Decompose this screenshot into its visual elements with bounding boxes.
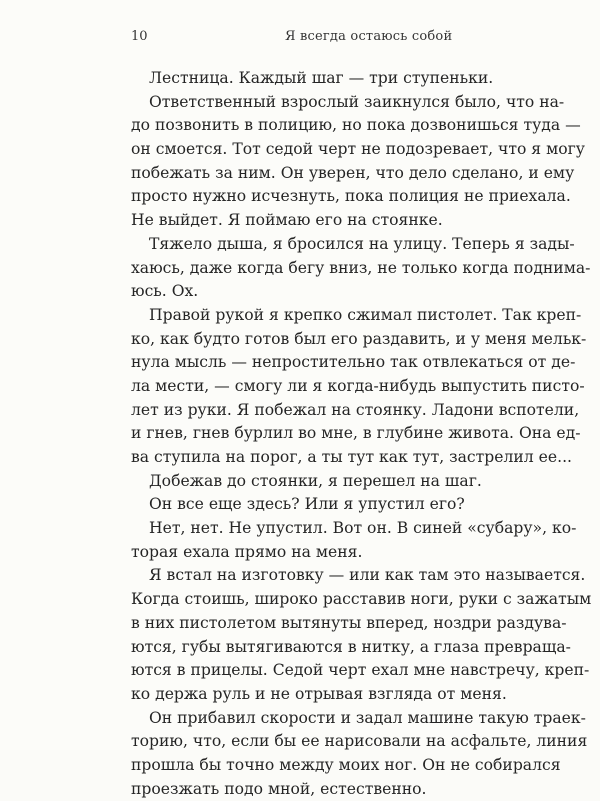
text-line: лет из руки. Я побежал на стоянку. Ладони вспотели, (131, 400, 580, 419)
text-line: хаюсь, даже когда бегу вниз, не только когда поднима- (131, 258, 591, 277)
text-line: торая ехала прямо на меня. (131, 542, 363, 561)
text-line: просто нужно исчезнуть, пока полиция не приехала. (131, 187, 571, 206)
text-line: Правой рукой я крепко сжимал пистолет. Так креп- (149, 305, 582, 324)
text-line: до позвонить в полицию, но пока дозвонишься туда — (131, 116, 581, 135)
text-line: ва ступила на порог, а ты тут как тут, застрелил ее... (131, 448, 572, 466)
text-line: проезжать подо мной, естественно. (131, 779, 427, 798)
text-line: Я встал на изготовку — или как там это называется. (149, 566, 586, 585)
text-line: Тяжело дыша, я бросился на улицу. Теперь я зады- (149, 234, 575, 253)
text-line: Лестница. Каждый шаг — три ступеньки. (149, 69, 494, 87)
text-line: нула мысль — непростительно так отвлекаться от де- (131, 353, 576, 372)
text-line: Он прибавил скорости и задал машине такую траек- (149, 708, 586, 727)
text-line: юсь. Ох. (131, 282, 199, 301)
text-line: ются в прицелы. Седой черт ехал мне навстречу, креп- (131, 661, 590, 680)
page-number: 10 (131, 29, 148, 44)
text-line: Ответственный взрослый заикнулся было, что на- (149, 92, 565, 111)
text-line: прошла бы точно между моих ног. Он не собирался (131, 755, 561, 774)
running-title: Я всегда остаюсь собой (285, 29, 453, 44)
text-line: Не выйдет. Я поймаю его на стоянке. (131, 211, 443, 230)
text-line: Когда стоишь, широко расставив ноги, руки с зажатым (131, 590, 592, 609)
body-text (131, 67, 592, 801)
text-line: он смоется. Тот седой черт не подозревает, что я могу (131, 140, 585, 159)
text-line: Он все еще здесь? Или я упустил его? (149, 495, 465, 514)
text-line: в них пистолетом вытянуты вперед, ноздри раздува- (131, 613, 567, 632)
text-line: и гнев, гнев бурлил во мне, в глубине живота. Она ед- (131, 424, 581, 443)
text-line: ла мести, — смогу ли я когда-нибудь выпустить писто- (131, 376, 585, 395)
text-line: Добежав до стоянки, я перешел на шаг. (149, 471, 482, 490)
text-line: торию, что, если бы ее нарисовали на асфальте, линия (131, 732, 588, 751)
text-line: побежать за ним. Он уверен, что дело сделано, и ему (131, 163, 575, 182)
text-line: ко, как будто готов был его раздавить, и у меня мельк- (131, 329, 587, 348)
text-line: ко держа руль и не отрывая взгляда от меня. (131, 684, 507, 703)
text-line: ются, губы вытягиваются в нитку, а глаза превраща- (131, 637, 571, 656)
text-line: Нет, нет. Не упустил. Вот он. В синей «субару», ко- (149, 519, 577, 538)
page-header (131, 29, 506, 49)
